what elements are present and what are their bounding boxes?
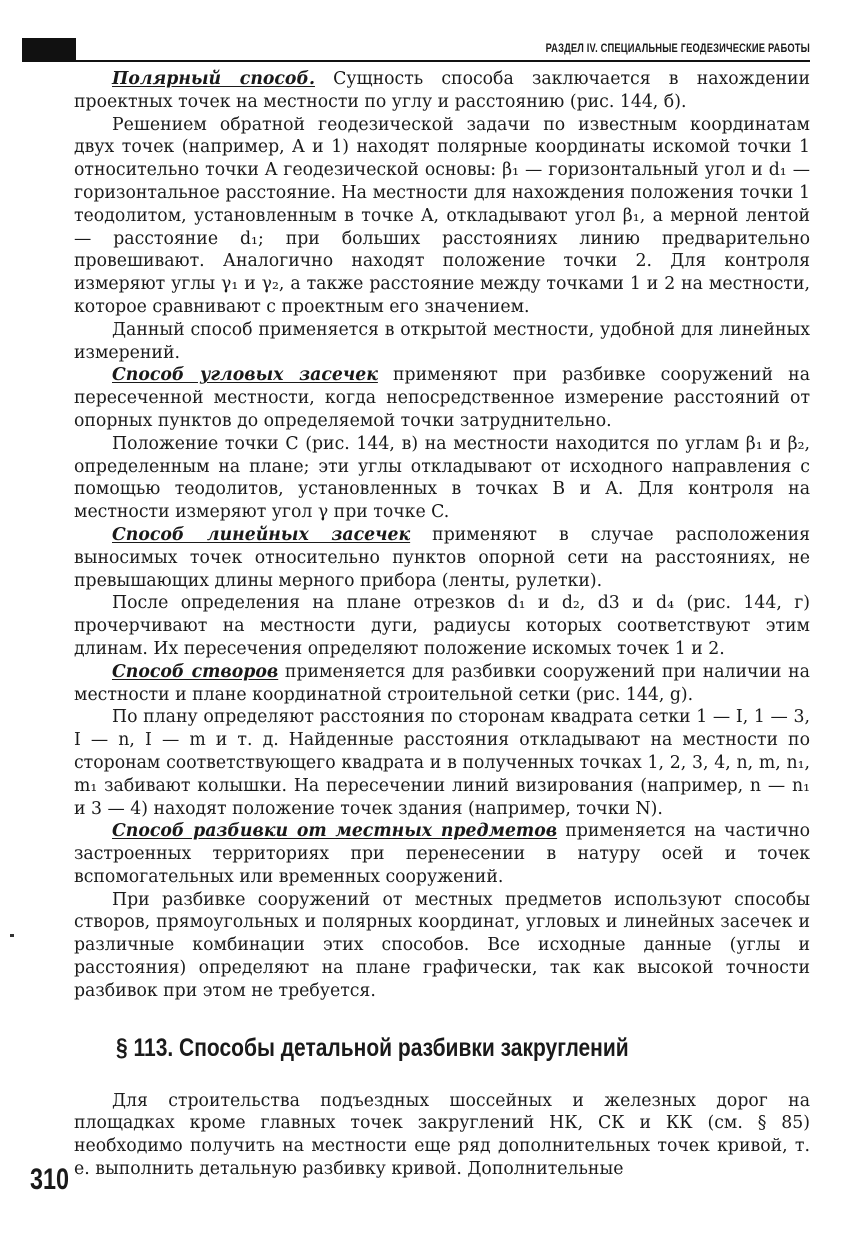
- page-body: [74, 68, 810, 1181]
- final-paragraph: Для строительства подъездных шоссейных и железных дорог на площадках кроме главных точек закруглений НК, СК и КК (см. § 85) необходимо получить на местности еще ряд дополнительных точек кривой, т. е. выполнить детальную разбивку кривой. Дополнительные: [74, 1090, 810, 1180]
- paragraph: [74, 319, 810, 365]
- paragraph: [74, 68, 810, 114]
- paragraph-text: После определения на плане отрезков d₁ и d₂, d3 и d₄ (рис. 144, г) прочерчивают на местности дуги, радиусы которых соответствуют этим длинам. Их пересечения определяют положение искомых точек 1 и 2.: [74, 593, 810, 659]
- header-title: РАЗДЕЛ IV. СПЕЦИАЛЬНЫЕ ГЕОДЕЗИЧЕСКИЕ РАБОТЫ: [545, 41, 810, 55]
- paragraph-text: применяют при разбивке сооружений на пересеченной местности, когда непосредственное измерение расстояний от опорных пунктов до определяемой точки затруднительно.: [74, 365, 810, 431]
- paragraph-text: применяется для разбивки сооружений при наличии на местности и плане координатной строительной сетки (рис. 144, g).: [74, 661, 810, 705]
- paragraph-text: Сущность способа заключается в нахождении проектных точек на местности по углу и расстоянию (рис. 144, б).: [74, 69, 810, 112]
- page-number: 310: [30, 1163, 70, 1196]
- paragraph-lead: Способ разбивки от местных предметов: [112, 821, 558, 842]
- paragraph-text: Данный способ применяется в открытой местности, удобной для линейных измерений.: [74, 319, 810, 363]
- paragraph: [74, 820, 810, 888]
- margin-mark: [10, 934, 14, 937]
- paragraph-list: [74, 68, 810, 1003]
- paragraph: [74, 524, 810, 592]
- paragraph-text: При разбивке сооружений от местных предметов используют способы створов, прямоугольных и полярных координат, угловых и линейных засечек и различные комбинации этих способов. Все исходные данные (углы и расстояния) определяют на плане графически, так как высокой точности разбивок при этом не требуется.: [74, 889, 810, 1001]
- paragraph-lead: Способ створов: [112, 661, 279, 682]
- paragraph-text: По плану определяют расстояния по сторонам квадрата сетки 1 — I, 1 — 3, I — n, I — m и т. д. Найденные расстояния откладывают на местности по сторонам соответствующего квадрата и в полученных точках 1, 2, 3, 4, n, m, n₁, m₁ забивают колышки. На пересечении линий визирования (например, n — n₁ и 3 — 4) находят положение точек здания (например, точки N).: [74, 707, 810, 819]
- paragraph: [74, 661, 810, 707]
- paragraph-lead: Способ линейных засечек: [112, 524, 411, 545]
- paragraph: [74, 114, 810, 319]
- paragraph-text: Положение точки C (рис. 144, в) на местности находится по углам β₁ и β₂, определенным на плане; эти углы откладывают от исходного направления с помощью теодолитов, установленных в точках B и A. Для контроля на местности измеряют угол γ при точке C.: [74, 433, 810, 523]
- header-black-block: [22, 38, 76, 60]
- paragraph-lead: Полярный способ.: [112, 69, 315, 89]
- paragraph: [74, 433, 810, 524]
- section-title: § 113. Способы детальной разбивки закруглений: [116, 1033, 629, 1062]
- paragraph-text: Решением обратной геодезической задачи по известным координатам двух точек (например, A и 1) находят полярные координаты искомой точки 1 относительно точки A геодезической основы: β₁ — горизонтальный угол и d₁ — горизонтальное расстояние. На местности для нахождения положения точки 1 теодолитом, установленным в точке A, откладывают угол β₁, а мерной лентой — расстояние d₁; при больших расстояниях линию предварительно провешивают. Аналогично находят положение точки 2. Для контроля измеряют углы γ₁ и γ₂, а также расстояние между точками 1 и 2 на местности, которое сравнивают с проектным его значением.: [74, 114, 810, 317]
- paragraph-text: применяют в случае расположения выносимых точек относительно пунктов опорной сети на расстояниях, не превышающих длины мерного прибора (ленты, рулетки).: [74, 524, 810, 591]
- paragraph-lead: Способ угловых засечек: [112, 365, 378, 386]
- paragraph: [74, 889, 810, 1003]
- running-header: [22, 38, 810, 62]
- paragraph: [74, 364, 810, 432]
- paragraph: [74, 706, 810, 820]
- paragraph-text: применяется на частично застроенных территориях при перенесении в натуру осей и точек вспомогательных или временных сооружений.: [74, 821, 810, 887]
- paragraph: [74, 592, 810, 660]
